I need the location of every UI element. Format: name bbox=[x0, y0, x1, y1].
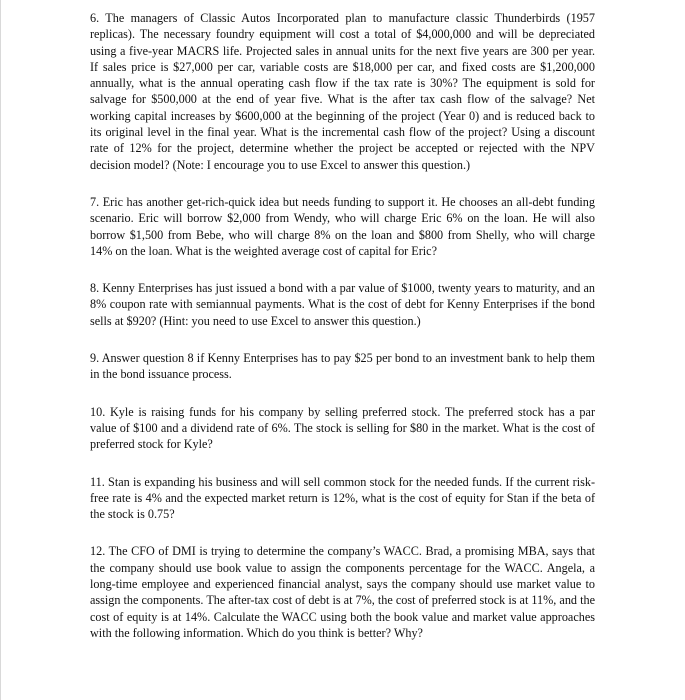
question-6: 6. The managers of Classic Autos Incorporated plan to manufacture classic Thunderbirds (1957 replicas). The necessary foundry equipment will cost a total of $4,000,000 and will be depreciated using a five-year MACRS life. Projected sales in annual units for the next five years are 300 per year. If sales price is $27,000 per car, variable costs are $18,000 per car, and fixed costs are $1,200,000 annually, what is the annual operating cash flow if the tax rate is 30%? The equipment is sold for salvage for $500,000 at the end of year five. What is the after tax cash flow of the salvage? Net working capital increases by $600,000 at the beginning of the project (Year 0) and is reduced back to its original level in the final year. What is the incremental cash flow of the project? Using a discount rate of 12% for the project, determine whether the project be accepted or rejected with the NPV decision model? (Note: I encourage you to use Excel to answer this question.) bbox=[90, 11, 595, 172]
question-9: 9. Answer question 8 if Kenny Enterprises has to pay $25 per bond to an investment bank to help them in the bond issuance process. bbox=[90, 351, 595, 382]
question-8: 8. Kenny Enterprises has just issued a bond with a par value of $1000, twenty years to maturity, and an 8% coupon rate with semiannual payments. What is the cost of debt for Kenny Enterprises if the bond sells at $920? (Hint: you need to use Excel to answer this question.) bbox=[90, 281, 595, 328]
question-list bbox=[90, 10, 595, 662]
question-10: 10. Kyle is raising funds for his company by selling preferred stock. The preferred stock has a par value of $100 and a dividend rate of 6%. The stock is selling for $80 in the market. What is the cost of preferred stock for Kyle? bbox=[90, 404, 595, 452]
question-12: 12. The CFO of DMI is trying to determine the company’s WACC. Brad, a promising MBA, says that the company should use book value to assign the components percentage for the WACC. Angela, a long-time employee and experienced financial analyst, says the company should use market value to assign the components. The after-tax cost of debt is at 7%, the cost of preferred stock is at 11%, and the cost of equity is at 14%. Calculate the WACC using both the book value and market value approaches with the following information. Which do you think is better? Why? bbox=[90, 544, 595, 640]
page-edge-divider bbox=[0, 0, 1, 700]
question-7: 7. Eric has another get-rich-quick idea but needs funding to support it. He chooses an all-debt funding scenario. Eric will borrow $2,000 from Wendy, who will charge Eric 6% on the loan. He will also borrow $1,500 from Bebe, who will charge 8% on the loan and $800 from Shelly, who will charge 14% on the loan. What is the weighted average cost of capital for Eric? bbox=[90, 194, 595, 258]
question-11: 11. Stan is expanding his business and will sell common stock for the needed funds. If the current risk-free rate is 4% and the expected market return is 12%, what is the cost of equity for Stan if the beta of the stock is 0.75? bbox=[90, 474, 595, 522]
